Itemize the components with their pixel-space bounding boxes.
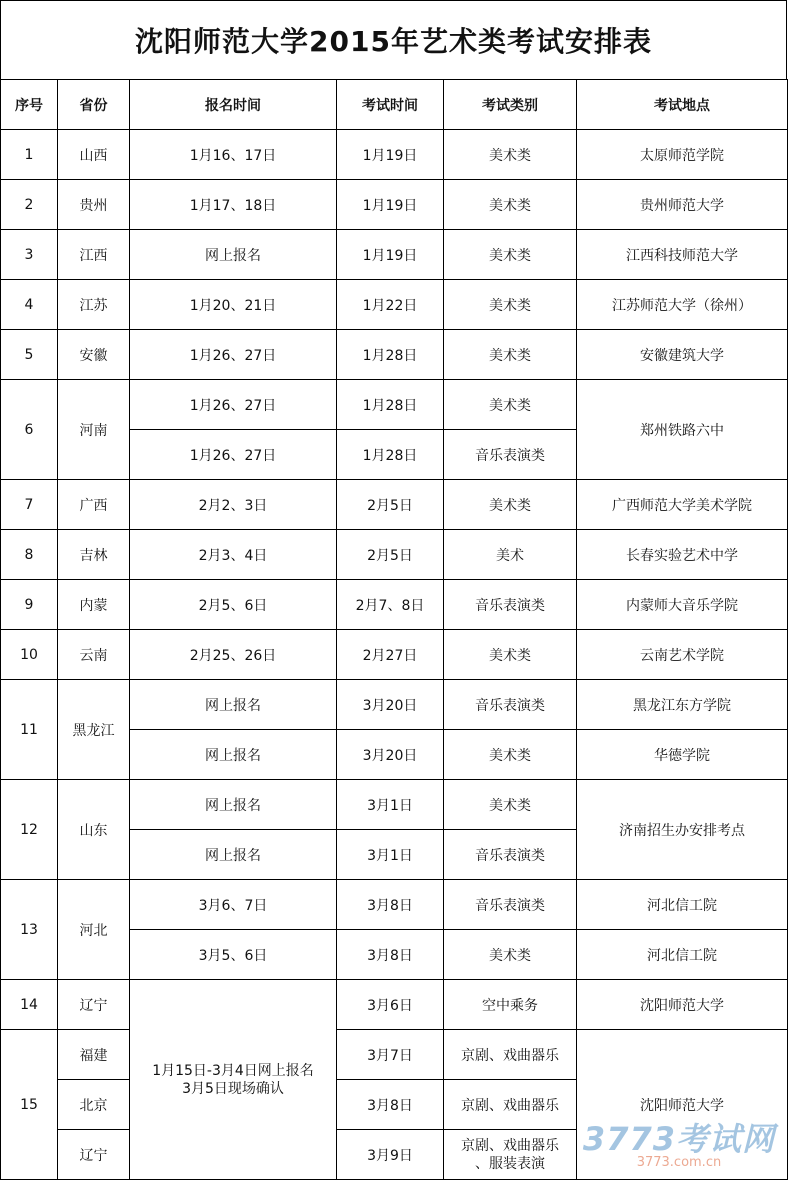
table-row bbox=[1, 580, 788, 630]
cell-exam-time: 1月28日 bbox=[337, 380, 444, 430]
exam-schedule-table bbox=[0, 79, 788, 1180]
header-exam-category: 考试类别 bbox=[444, 80, 577, 130]
table-row bbox=[1, 630, 788, 680]
cell-exam-time: 3月20日 bbox=[337, 730, 444, 780]
cell-no: 14 bbox=[1, 980, 58, 1030]
cell-registration-time: 1月26、27日 bbox=[130, 380, 337, 430]
cell-province: 江苏 bbox=[58, 280, 130, 330]
cell-registration-time: 2月3、4日 bbox=[130, 530, 337, 580]
header-exam-location: 考试地点 bbox=[577, 80, 788, 130]
cell-registration-time: 网上报名 bbox=[130, 780, 337, 830]
cell-exam-time: 2月5日 bbox=[337, 480, 444, 530]
table-row bbox=[1, 880, 788, 930]
cell-exam-location: 江西科技师范大学 bbox=[577, 230, 788, 280]
cell-no: 12 bbox=[1, 780, 58, 880]
cell-exam-time: 3月8日 bbox=[337, 930, 444, 980]
cell-province: 北京 bbox=[58, 1080, 130, 1130]
cell-exam-time: 3月8日 bbox=[337, 1080, 444, 1130]
cell-province: 辽宁 bbox=[58, 1130, 130, 1180]
cell-province: 山东 bbox=[58, 780, 130, 880]
cell-province: 山西 bbox=[58, 130, 130, 180]
cell-exam-time: 3月1日 bbox=[337, 780, 444, 830]
cell-registration-time: 3月5、6日 bbox=[130, 930, 337, 980]
cell-province: 福建 bbox=[58, 1030, 130, 1080]
cell-exam-time: 3月6日 bbox=[337, 980, 444, 1030]
cell-exam-category: 美术类 bbox=[444, 780, 577, 830]
cell-registration-time: 网上报名 bbox=[130, 230, 337, 280]
cell-exam-category: 音乐表演类 bbox=[444, 430, 577, 480]
cell-province: 黑龙江 bbox=[58, 680, 130, 780]
cell-exam-time: 3月8日 bbox=[337, 880, 444, 930]
cell-exam-location: 广西师范大学美术学院 bbox=[577, 480, 788, 530]
cell-exam-location: 郑州铁路六中 bbox=[577, 380, 788, 480]
cell-province: 贵州 bbox=[58, 180, 130, 230]
table-row bbox=[1, 230, 788, 280]
cell-province: 江西 bbox=[58, 230, 130, 280]
cell-registration-time: 1月20、21日 bbox=[130, 280, 337, 330]
cell-exam-location: 黑龙江东方学院 bbox=[577, 680, 788, 730]
cell-exam-category: 京剧、戏曲器乐 bbox=[444, 1080, 577, 1130]
cell-exam-location: 贵州师范大学 bbox=[577, 180, 788, 230]
cell-exam-category: 美术类 bbox=[444, 280, 577, 330]
cell-exam-category: 音乐表演类 bbox=[444, 830, 577, 880]
table-row bbox=[1, 530, 788, 580]
cell-exam-category: 美术类 bbox=[444, 230, 577, 280]
table-row bbox=[1, 480, 788, 530]
cell-exam-time: 2月5日 bbox=[337, 530, 444, 580]
header-exam-time: 考试时间 bbox=[337, 80, 444, 130]
cell-exam-location: 沈阳师范大学 bbox=[577, 980, 788, 1030]
cell-exam-category: 美术类 bbox=[444, 630, 577, 680]
table-row bbox=[1, 780, 788, 830]
cell-exam-time: 1月28日 bbox=[337, 430, 444, 480]
category-line-2: 、服装表演 bbox=[475, 1155, 545, 1172]
cell-province: 河北 bbox=[58, 880, 130, 980]
cell-no: 8 bbox=[1, 530, 58, 580]
cell-province: 云南 bbox=[58, 630, 130, 680]
cell-exam-time: 3月9日 bbox=[337, 1130, 444, 1180]
cell-no: 3 bbox=[1, 230, 58, 280]
cell-province: 河南 bbox=[58, 380, 130, 480]
cell-no: 4 bbox=[1, 280, 58, 330]
header-row bbox=[1, 80, 788, 130]
cell-registration-time: 1月26、27日 bbox=[130, 430, 337, 480]
cell-province: 内蒙 bbox=[58, 580, 130, 630]
cell-exam-location: 安徽建筑大学 bbox=[577, 330, 788, 380]
cell-exam-category: 美术类 bbox=[444, 180, 577, 230]
cell-exam-location: 内蒙师大音乐学院 bbox=[577, 580, 788, 630]
cell-exam-time: 1月19日 bbox=[337, 180, 444, 230]
cell-exam-category bbox=[444, 1130, 577, 1180]
cell-exam-category: 美术类 bbox=[444, 730, 577, 780]
cell-exam-category: 美术 bbox=[444, 530, 577, 580]
cell-exam-location: 长春实验艺术中学 bbox=[577, 530, 788, 580]
cell-registration-time: 2月2、3日 bbox=[130, 480, 337, 530]
cell-exam-category: 音乐表演类 bbox=[444, 880, 577, 930]
cell-exam-location: 华德学院 bbox=[577, 730, 788, 780]
header-registration-time: 报名时间 bbox=[130, 80, 337, 130]
cell-exam-category: 美术类 bbox=[444, 380, 577, 430]
cell-exam-time: 1月19日 bbox=[337, 230, 444, 280]
cell-province: 辽宁 bbox=[58, 980, 130, 1030]
cell-no: 13 bbox=[1, 880, 58, 980]
cell-exam-time: 3月1日 bbox=[337, 830, 444, 880]
header-province: 省份 bbox=[58, 80, 130, 130]
cell-exam-location: 河北信工院 bbox=[577, 880, 788, 930]
cell-exam-location: 江苏师范大学（徐州） bbox=[577, 280, 788, 330]
cell-exam-time: 2月27日 bbox=[337, 630, 444, 680]
registration-line-1: 1月15日-3月4日网上报名 bbox=[152, 1062, 314, 1079]
cell-exam-location: 沈阳师范大学 bbox=[577, 1030, 788, 1180]
cell-no: 6 bbox=[1, 380, 58, 480]
table-row bbox=[1, 330, 788, 380]
cell-exam-time: 3月20日 bbox=[337, 680, 444, 730]
cell-exam-category: 美术类 bbox=[444, 130, 577, 180]
cell-no: 2 bbox=[1, 180, 58, 230]
cell-exam-location: 云南艺术学院 bbox=[577, 630, 788, 680]
cell-exam-time: 1月19日 bbox=[337, 130, 444, 180]
cell-exam-time: 2月7、8日 bbox=[337, 580, 444, 630]
cell-exam-location: 河北信工院 bbox=[577, 930, 788, 980]
cell-registration-time: 网上报名 bbox=[130, 680, 337, 730]
table-row bbox=[1, 130, 788, 180]
table-row bbox=[1, 180, 788, 230]
cell-exam-time: 1月28日 bbox=[337, 330, 444, 380]
watermark-logo: 3773考试网 bbox=[582, 1120, 775, 1158]
cell-exam-time: 1月22日 bbox=[337, 280, 444, 330]
table-row bbox=[1, 1030, 788, 1080]
cell-province: 吉林 bbox=[58, 530, 130, 580]
watermark-url: 3773.com.cn bbox=[636, 1155, 722, 1170]
cell-province: 安徽 bbox=[58, 330, 130, 380]
cell-exam-location: 济南招生办安排考点 bbox=[577, 780, 788, 880]
table-row bbox=[1, 380, 788, 430]
category-line-1: 京剧、戏曲器乐 bbox=[461, 1137, 559, 1154]
cell-registration-time: 1月16、17日 bbox=[130, 130, 337, 180]
cell-no: 9 bbox=[1, 580, 58, 630]
cell-exam-category: 美术类 bbox=[444, 480, 577, 530]
cell-exam-category: 美术类 bbox=[444, 330, 577, 380]
cell-registration-time: 2月5、6日 bbox=[130, 580, 337, 630]
cell-registration-time: 2月25、26日 bbox=[130, 630, 337, 680]
cell-registration-time: 网上报名 bbox=[130, 730, 337, 780]
cell-exam-category: 空中乘务 bbox=[444, 980, 577, 1030]
cell-registration-time: 3月6、7日 bbox=[130, 880, 337, 930]
cell-no: 11 bbox=[1, 680, 58, 780]
cell-exam-location: 太原师范学院 bbox=[577, 130, 788, 180]
header-no: 序号 bbox=[1, 80, 58, 130]
table-row bbox=[1, 680, 788, 730]
cell-no: 5 bbox=[1, 330, 58, 380]
registration-line-2: 3月5日现场确认 bbox=[182, 1080, 284, 1097]
page-title: 沈阳师范大学2015年艺术类考试安排表 bbox=[0, 0, 787, 79]
cell-no: 15 bbox=[1, 1030, 58, 1180]
cell-no: 1 bbox=[1, 130, 58, 180]
table-row bbox=[1, 980, 788, 1030]
cell-exam-category: 京剧、戏曲器乐 bbox=[444, 1030, 577, 1080]
cell-exam-category: 音乐表演类 bbox=[444, 580, 577, 630]
cell-no: 7 bbox=[1, 480, 58, 530]
cell-registration-time: 1月26、27日 bbox=[130, 330, 337, 380]
cell-registration-time bbox=[130, 980, 337, 1180]
cell-province: 广西 bbox=[58, 480, 130, 530]
cell-exam-category: 美术类 bbox=[444, 930, 577, 980]
cell-registration-time: 网上报名 bbox=[130, 830, 337, 880]
cell-registration-time: 1月17、18日 bbox=[130, 180, 337, 230]
cell-exam-time: 3月7日 bbox=[337, 1030, 444, 1080]
cell-exam-category: 音乐表演类 bbox=[444, 680, 577, 730]
table-row bbox=[1, 280, 788, 330]
cell-no: 10 bbox=[1, 630, 58, 680]
